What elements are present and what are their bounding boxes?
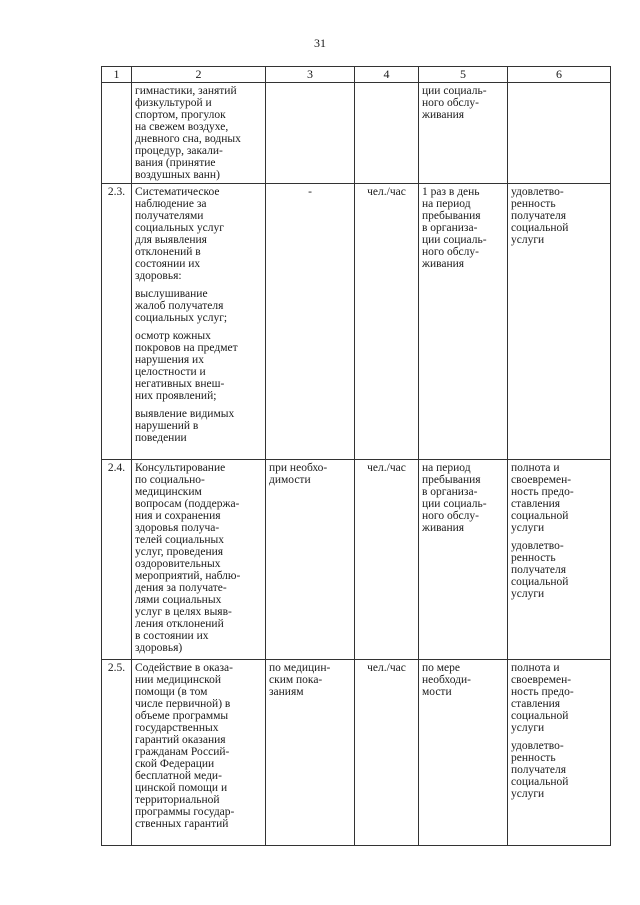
table-row: [102, 184, 611, 460]
description-paragraph: Систематическое наблюдение за получателями социальных услуг для выявления отклонений в состоянии их здоровья:: [135, 186, 224, 282]
quality-criteria: [508, 660, 611, 846]
criteria-paragraph: удовлетво- ренность получателя социальной услуги: [511, 186, 569, 246]
header-cell: 5: [419, 67, 508, 83]
service-description: [132, 660, 266, 846]
frequency: на период пребывания в организа- ции социаль- ного обслу- живания: [419, 460, 508, 660]
description-paragraph: выслушивание жалоб получателя социальных услуг;: [135, 288, 228, 324]
table-row: [102, 83, 611, 184]
table-row: [102, 460, 611, 660]
unit-of-measure: чел./час: [355, 460, 419, 660]
frequency: 1 раз в день на период пребывания в организа- ции социаль- ного обслу- живания: [419, 184, 508, 460]
frequency: по мере необходи- мости: [419, 660, 508, 846]
service-description: [132, 83, 266, 184]
table-row: [102, 660, 611, 846]
service-description: [132, 460, 266, 660]
header-cell: 2: [132, 67, 266, 83]
quality-criteria: [508, 184, 611, 460]
header-cell: 3: [266, 67, 355, 83]
criteria-paragraph: удовлетво- ренность получателя социальной услуги: [511, 540, 569, 600]
services-table: [101, 66, 611, 846]
description-paragraph: гимнастики, занятий физкультурой и спортом, прогулок на свежем воздухе, дневного сна, водных процедур, закали- вания (принятие воздушных ванн): [135, 85, 241, 181]
provision-condition: при необхо- димости: [266, 460, 355, 660]
unit-of-measure: [355, 83, 419, 184]
criteria-paragraph: полнота и своевремен- ность предо- ставления социальной услуги: [511, 662, 574, 734]
unit-of-measure: чел./час: [355, 184, 419, 460]
header-cell: 6: [508, 67, 611, 83]
provision-condition: -: [266, 184, 355, 460]
header-cell: 4: [355, 67, 419, 83]
frequency: ции социаль- ного обслу- живания: [419, 83, 508, 184]
criteria-paragraph: удовлетво- ренность получателя социальной услуги: [511, 740, 569, 800]
description-paragraph: Содействие в оказа- нии медицинской помощи (в том числе первичной) в объеме программы государственных гарантий оказания гражданам Россий- ской Федерации бесплатной меди- цинской помощи и территориальной программы государ- ственных гарантий: [135, 662, 235, 830]
quality-criteria: [508, 460, 611, 660]
criteria-paragraph: полнота и своевремен- ность предо- ставления социальной услуги: [511, 462, 574, 534]
row-number: [102, 83, 132, 184]
page-number: 31: [314, 36, 326, 50]
description-paragraph: осмотр кожных покровов на предмет нарушения их целостности и негативных внеш- них проявлений;: [135, 330, 238, 402]
quality-criteria: [508, 83, 611, 184]
service-description: [132, 184, 266, 460]
row-number: 2.4.: [102, 460, 132, 660]
provision-condition: [266, 83, 355, 184]
provision-condition: по медицин- ским пока- заниям: [266, 660, 355, 846]
description-paragraph: выявление видимых нарушений в поведении: [135, 408, 235, 444]
row-number: 2.3.: [102, 184, 132, 460]
unit-of-measure: чел./час: [355, 660, 419, 846]
description-paragraph: Консультирование по социально- медицинским вопросам (поддержа- ния и сохранения здоровья получа- телей социальных услуг, проведения оздоровительных мероприятий, наблю- дения за получате- лями социальных услуг в целях выяв- ления отклонений в состоянии их здоровья): [135, 462, 241, 654]
row-number: 2.5.: [102, 660, 132, 846]
table-header-row: [102, 67, 611, 83]
header-cell: 1: [102, 67, 132, 83]
